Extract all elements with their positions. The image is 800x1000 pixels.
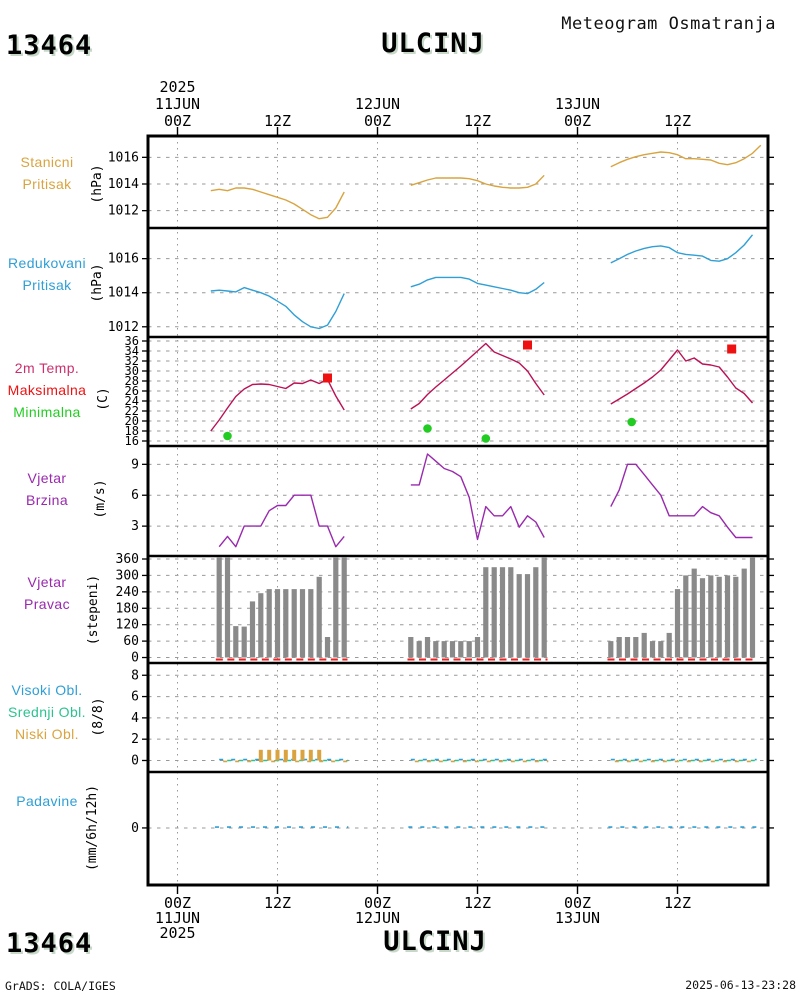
svg-text:1012: 1012 [107, 319, 139, 335]
minimalna-marker [482, 434, 491, 443]
stanicni-pritisak-line [411, 175, 544, 188]
svg-text:300: 300 [115, 568, 139, 584]
svg-text:0: 0 [131, 650, 139, 666]
minimalna-marker [223, 432, 232, 441]
svg-text:30: 30 [124, 364, 139, 378]
svg-text:00Z: 00Z [163, 894, 192, 912]
station-id-top: 13464 [6, 30, 93, 61]
temp-2m-line [611, 350, 753, 404]
svg-text:12Z: 12Z [463, 112, 492, 130]
panel-wind-direction [116, 552, 774, 666]
svg-text:12Z: 12Z [463, 894, 492, 912]
svg-text:00Z: 00Z [563, 894, 592, 912]
panel-label-station-pressure-1: Pritisak [22, 176, 72, 192]
svg-text:12JUN: 12JUN [354, 95, 401, 113]
panel-label-cloud-cover-1: Srednji Obl. [8, 704, 86, 720]
svg-text:26: 26 [124, 384, 139, 398]
vjetar-brzina-line [219, 495, 344, 547]
svg-text:1012: 1012 [107, 203, 139, 219]
svg-text:6: 6 [131, 689, 139, 705]
unit-label-wind-direction: (stepeni) [86, 574, 101, 646]
station-name-bottom: ULCINJ [383, 926, 487, 957]
svg-text:12Z: 12Z [263, 112, 292, 130]
svg-text:28: 28 [124, 374, 139, 388]
plot-title: Meteogram Osmatranja [561, 14, 776, 34]
station-name-top: ULCINJ [381, 28, 485, 59]
stanicni-pritisak-line [611, 145, 761, 166]
frame-layer [147, 136, 770, 885]
svg-text:13JUN: 13JUN [554, 95, 601, 113]
svg-text:12JUN: 12JUN [354, 909, 401, 927]
svg-text:13JUN: 13JUN [554, 909, 601, 927]
minimalna-marker [627, 418, 636, 427]
svg-text:180: 180 [115, 601, 139, 617]
redukovani-pritisak-line [411, 277, 544, 293]
panel-station-pressure [108, 145, 774, 218]
svg-text:12Z: 12Z [263, 894, 292, 912]
svg-text:60: 60 [123, 634, 139, 650]
panel-label-wind-direction-0: Vjetar [27, 574, 67, 590]
unit-label-reduced-pressure: (hPa) [90, 263, 105, 303]
station-id-bottom: 13464 [6, 928, 93, 959]
maksimalna-marker [323, 374, 332, 383]
unit-label-station-pressure: (hPa) [90, 164, 105, 204]
unit-label-temperature-2m: (C) [96, 387, 111, 411]
svg-text:11JUN: 11JUN [154, 909, 201, 927]
temp-2m-line [211, 380, 344, 432]
svg-text:34: 34 [124, 344, 139, 358]
svg-text:1016: 1016 [107, 150, 139, 166]
label-layer [8, 154, 111, 871]
unit-label-wind-speed: (m/s) [93, 479, 108, 519]
svg-text:18: 18 [124, 424, 139, 438]
unit-label-precipitation: (mm/6h/12h) [85, 784, 100, 872]
panel-label-station-pressure-0: Stanicni [20, 154, 74, 170]
panel-label-cloud-cover-2: Niski Obl. [15, 726, 79, 742]
svg-text:2025: 2025 [159, 78, 196, 96]
svg-text:00Z: 00Z [163, 112, 192, 130]
svg-text:360: 360 [115, 552, 139, 568]
svg-text:4: 4 [131, 710, 139, 726]
panel-label-temperature-2m-1: Maksimalna [7, 382, 87, 398]
svg-text:2: 2 [131, 732, 139, 748]
panel-label-wind-speed-0: Vjetar [27, 470, 67, 486]
svg-text:00Z: 00Z [563, 112, 592, 130]
svg-text:3: 3 [131, 519, 139, 535]
minimalna-marker [423, 424, 432, 433]
panel-label-cloud-cover-0: Visoki Obl. [11, 682, 83, 698]
svg-text:1014: 1014 [107, 177, 139, 192]
panel-label-reduced-pressure-0: Redukovani [8, 255, 86, 271]
svg-text:32: 32 [124, 354, 139, 368]
svg-text:0: 0 [131, 820, 139, 836]
svg-text:8: 8 [131, 668, 139, 684]
render-timestamp: 2025-06-13-23:28 [685, 978, 796, 992]
panel-label-wind-direction-1: Pravac [24, 596, 70, 612]
svg-text:120: 120 [115, 617, 139, 633]
panel-label-temperature-2m-0: 2m Temp. [14, 360, 80, 376]
grid-layer [155, 78, 691, 942]
panel-label-temperature-2m-2: Minimalna [13, 404, 81, 420]
unit-label-cloud-cover: (8/8) [91, 697, 106, 737]
panel-label-wind-speed-1: Brzina [25, 492, 69, 508]
panel-label-reduced-pressure-1: Pritisak [22, 277, 72, 293]
svg-text:20: 20 [124, 414, 139, 428]
svg-text:12Z: 12Z [663, 894, 692, 912]
svg-text:240: 240 [115, 584, 139, 600]
maksimalna-marker [523, 341, 532, 350]
svg-text:22: 22 [124, 404, 139, 418]
panel-reduced-pressure [108, 235, 774, 335]
svg-text:2025: 2025 [159, 924, 196, 942]
svg-text:36: 36 [124, 334, 139, 348]
maksimalna-marker [727, 345, 736, 354]
svg-text:0: 0 [131, 753, 139, 769]
panel-precipitation [131, 821, 774, 836]
svg-text:24: 24 [124, 394, 139, 408]
svg-text:16: 16 [124, 434, 139, 448]
svg-text:11JUN: 11JUN [154, 95, 201, 113]
grads-credit: GrADS: COLA/IGES [5, 979, 116, 993]
svg-text:6: 6 [131, 488, 139, 504]
svg-text:9: 9 [131, 457, 139, 473]
svg-text:1016: 1016 [107, 251, 139, 267]
panel-label-precipitation-0: Padavine [16, 793, 78, 809]
svg-text:00Z: 00Z [363, 894, 392, 912]
svg-text:12Z: 12Z [663, 112, 692, 130]
panel-temperature-2m [125, 334, 774, 448]
svg-text:00Z: 00Z [363, 112, 392, 130]
svg-text:1014: 1014 [107, 285, 139, 301]
